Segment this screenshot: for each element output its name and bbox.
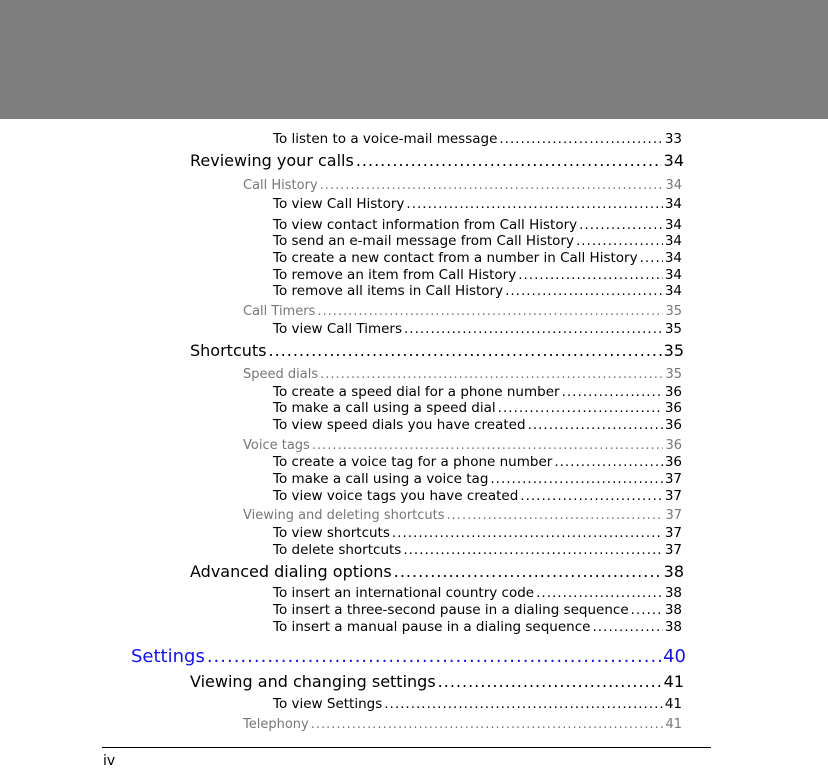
toc-entry[interactable]: To insert a manual pause in a dialing sequence ..... 38 [273, 619, 682, 635]
header-band [0, 0, 828, 119]
toc-subsection-entry[interactable]: Speed dials ..... 35 [243, 367, 682, 382]
toc-entry[interactable]: To insert a three-second pause in a dialing sequence ..... 38 [273, 602, 682, 618]
toc-entry[interactable]: To create a voice tag for a phone number ..... 36 [273, 454, 682, 470]
toc-entry[interactable]: To view shortcuts ..... 37 [273, 525, 682, 541]
toc-subsection-entry[interactable]: Voice tags ..... 36 [243, 438, 682, 453]
toc-entry[interactable]: To view contact information from Call History ..... 34 [273, 217, 682, 233]
toc-entry[interactable]: To view Call Timers ..... 35 [273, 321, 682, 337]
toc-chapter-entry[interactable]: Settings ..... 40 [131, 646, 686, 667]
toc-section-entry[interactable]: Shortcuts ..... 35 [190, 341, 684, 360]
toc-entry[interactable]: To send an e-mail message from Call History ..... 34 [273, 233, 682, 249]
toc-entry[interactable]: To view Call History ..... 34 [273, 196, 682, 212]
toc-subsection-entry[interactable]: Call History ..... 34 [243, 178, 682, 193]
toc-entry[interactable]: To create a new contact from a number in Call History ..... 34 [273, 250, 682, 266]
toc-entry[interactable]: To create a speed dial for a phone number ..... 36 [273, 384, 682, 400]
toc-subsection-entry[interactable]: Call Timers ..... 35 [243, 304, 682, 319]
toc-entry[interactable]: To listen to a voice-mail message ..... 33 [273, 131, 682, 147]
toc-entry[interactable]: To insert an international country code ..... 38 [273, 585, 682, 601]
toc-entry[interactable]: To make a call using a speed dial ..... 36 [273, 400, 682, 416]
toc-subsection-entry[interactable]: Viewing and deleting shortcuts ..... 37 [243, 508, 682, 523]
toc-entry[interactable]: To view speed dials you have created ..... 36 [273, 417, 682, 433]
page-number: iv [103, 753, 116, 769]
toc-entry[interactable]: To view Settings ..... 41 [273, 696, 682, 712]
footer-divider [102, 747, 711, 748]
toc-section-entry[interactable]: Reviewing your calls ..... 34 [190, 151, 684, 170]
toc-section-entry[interactable]: Viewing and changing settings ..... 41 [190, 672, 684, 691]
toc-entry[interactable]: To remove all items in Call History ..... 34 [273, 283, 682, 299]
toc-entry[interactable]: To make a call using a voice tag ..... 37 [273, 471, 682, 487]
toc-entry[interactable]: To view voice tags you have created ..... 37 [273, 488, 682, 504]
toc-entry[interactable]: To remove an item from Call History ..... 34 [273, 267, 682, 283]
toc-entry[interactable]: To delete shortcuts ..... 37 [273, 542, 682, 558]
toc-section-entry[interactable]: Advanced dialing options ..... 38 [190, 562, 684, 581]
toc-subsection-entry[interactable]: Telephony ..... 41 [243, 717, 682, 732]
